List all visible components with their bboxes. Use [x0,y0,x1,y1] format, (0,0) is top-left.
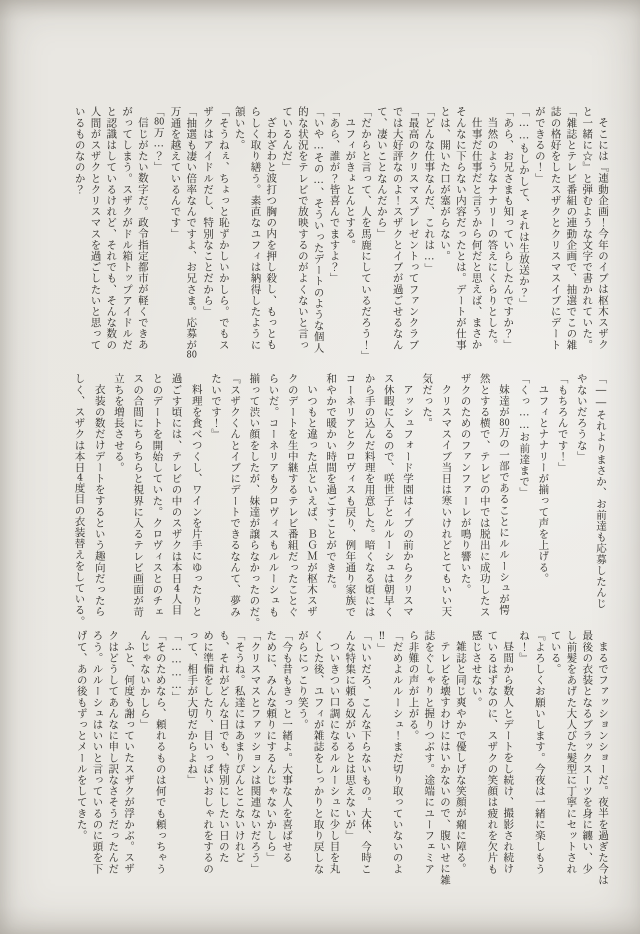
text-column: ているんだ」 [281,106,294,173]
text-column: ろう。ルルーシュはいいと言っているのに頭を下 [91,630,104,875]
text-column: 感じさせない。 [470,630,483,708]
tatechuyoko-number: 80 [153,117,165,127]
text-column: ができるの！」 [533,106,546,184]
text-column: 「そうねぇ、ちょっと恥ずかしいかしら。でもス [217,106,230,351]
text-column: し前髪をあげた大人びた髪型に丁寧にセットされ [565,630,578,875]
text-column: やないだろうな」 [575,373,588,462]
text-column: も、それがどんな日でも、特別にしたい日のた [217,630,230,864]
text-column: んな特集に頼る奴がいるとは思えないが」 [344,630,357,841]
text-column: んじゃないかしら」 [138,630,151,730]
text-column: 「…………」 [170,630,183,703]
text-column: ユフィがきょとんとする。 [344,117,357,251]
text-column: 「――それよりまさか、お前達も応募したんじ [595,373,607,610]
text-column: ふと、何度も謝っていたスザクが浮かぶ。スザ [123,641,136,875]
text-column: ている。 [549,630,562,675]
text-column: では大好評なのよ！スザクとイブが過ごせるなん [391,106,404,351]
text-column: 料理を食べつくし、ワインを片手にゆったりと [190,384,203,618]
text-column: 「だめよルルーシュ！まだ切り取っていないのよ [391,630,404,875]
text-column: クのデートを生中継するテレビ番組だったことぐ [286,373,299,618]
text-column: 「雑誌とテレビ番組の連動企画で、抽選でこの雑 [565,106,578,351]
text-column: ザクはアイドルだし、特別なことだから」 [202,106,215,317]
text-column: から手の込んだ料理を用意した。暗くなる頃には [363,373,376,618]
text-column: 「もちろんです！」 [556,373,569,473]
text-column: とのデートを開始していた。クロヴィスとのチェ [151,373,164,618]
text-column: 「最高のクリスマスプレゼントってファンクラブ [407,106,420,351]
text-column: クはどうしてあんなに申し訳なさそうだったんだ [107,630,120,875]
text-column: 妹達が80万の一部であることにルルーシュが愕 [497,384,510,616]
text-column: 揃って渋い顔をしたが、妹達が譲らなかったのだ。 [248,373,261,629]
text-column: ついきつい口調になるルルーシュに少し目を丸 [328,641,341,875]
text-column: しく、スザクは本日4度目の衣装替えをしている。 [73,373,86,627]
text-column: 「抽選も凄い倍率なんですよ、お兄さま。応募が80 [185,106,198,360]
text-column: めに準備をしたり、目いっぱいおしゃれをするの [202,630,215,875]
text-column: げて、あの後もずっとメールをしてきた。 [75,630,88,841]
text-band-1 [71,106,610,362]
text-column: 「いや…その…、そういったデートのような個人 [312,106,325,354]
text-column: 雑誌と同じ爽やかで優しげな笑顔が癪に障る。 [454,641,467,875]
text-column: らいだ。コーネリアもクロヴィスもルルーシュも [267,373,280,618]
text-column: ているはずなのに、スザクの笑顔は疲れを欠片も [486,630,499,875]
text-column: 万通を越えているんです」 [169,106,182,240]
text-column: 「あら、誰が？皆喜んでますよ？」 [328,106,341,284]
tatechuyoko-number: 80 [499,417,510,427]
text-column: コーネリアとクロヴィスも戻り、例年通り家族で [344,373,357,618]
text-column: って、相手が大切だからよね」 [186,630,199,786]
text-column: テレビを壊すわけにはいかないので、腹いせに雑 [439,641,452,886]
text-column: 立ちを増長させる。 [112,373,125,473]
text-column: と認識はしているけれど、それでも、そんな数の [105,106,118,351]
text-column: 信じがたい数字だ。政令指定都市が軽くできあ [136,117,149,351]
text-column: そこには『連動企画！今年のイブは枢木スザク [597,117,609,351]
text-column: 衣装の数だけデートをするという趣向だったら [93,384,106,618]
text-column: アッシュフォード学園はイブの前からクリスマ [401,384,414,618]
text-column: 「そうね。私達にはあまりぴんとこないけれど [233,630,246,864]
text-column: 「クリスマスとファッションは関連ないだろう」 [249,630,262,875]
text-column: ザクのためのファンファーレが鳴り響いた。 [459,373,472,595]
text-column: 気だった。 [421,373,434,429]
text-column: 「80万…？」 [152,106,165,173]
text-column: 当然のようなナナリーの答えにくらりとした。 [486,117,499,351]
text-band-3 [73,630,610,886]
text-column: クリスマスイブ当日は寒いけれどとてもいい天 [440,384,453,618]
text-band-2 [69,373,610,629]
text-column: いつもと違った点といえば、ＢＧＭが枢木スザ [305,384,318,618]
text-column: 「くっ……お前達まで」 [518,373,531,499]
text-column: がってしまう。スザクがドル箱トップアイドルだ [121,106,134,351]
text-column: ら非難の声が上がる。 [407,630,420,741]
text-column: たいです！』 [209,373,222,440]
text-column: 然とする横で、テレビの中では脱出に成功したス [478,373,491,618]
text-column: ‼」 [375,630,388,654]
text-column: 人間がスザクとクリスマスを過ごしたいと思って [89,106,102,351]
text-column: 「いいだろ、こんな下らないもの。大体、今時こ [360,630,373,875]
text-column: ス休暇に入るので、咲世子とルルーシュは朝早く [382,373,395,618]
text-column: 「あら、お兄さまも知っていらしたんですか？」 [502,106,515,351]
tatechuyoko-number: 80 [186,350,197,360]
text-column: くした後、ユフィが雑誌をしっかりと取り戻しな [312,630,325,875]
text-column: 「……もしかして、それは生放送か？」 [518,106,531,309]
text-column: 「今も昔もきっと一緒よ。大事な人を喜ばせる [281,630,294,864]
text-column: 的な状況をテレビで放映するのがよくないと言っ [296,106,309,351]
text-column: 仕事だ仕事だと言うから何だと思えば、まさか [470,117,483,351]
text-column: とは、開いた口が塞がらない。 [439,106,452,262]
text-column: 「どんな仕事なんだ、これは…」 [423,106,436,274]
text-column: がらにっこり笑う。 [296,630,309,730]
text-column: らしく取り繕う。素直なユフィは納得したように [249,106,262,351]
text-column: ために、みんな頼りにするんじゃないかしら」 [265,630,278,864]
text-column: 過ごす頃には、テレビの中のスザクは本日4人目 [170,373,183,616]
text-column: と一緒に☆』と弾むような文字で書かれていた。 [581,106,594,351]
text-column: 誌の格好をしたスザクとクリスマスイブにデート [549,106,562,351]
text-column: 『スザクくんとイブにデートできるなんて、夢み [229,373,242,618]
text-column: スの合間にちらちらと視界に入るテレビ画面が苛 [132,373,145,618]
text-column: いるものなのか？ [73,106,86,195]
text-column: 昼間から数人とデートをし続け、撮影され続け [502,641,515,875]
text-column: て、凄いことなんだから」 [375,106,388,240]
text-column: 最後の衣装となるブラックスーツを身に纏い、少 [581,630,594,875]
text-column: ユフィとナナリーが揃って声を上げる。 [537,384,550,584]
tatechuyoko-number: 4 [76,472,84,483]
text-column: 頷いた。 [233,106,246,151]
text-column: 和やかで暖かい時間を過ごすことができた。 [325,373,338,595]
text-column: 「そのためなら、頼れるものは何でも頼っちゃう [154,630,167,875]
text-column: そんなに下らない内容だったとは。デートが仕事 [454,106,467,351]
text-column: 誌をぐしゃりと握りつぶす。途端にユーフェミア [423,630,436,875]
text-column: ざわざわと波打つ胸の内を押し殺し、もっとも [265,117,278,351]
text-column: 「だからと言って、人を馬鹿にしているだろう！」 [360,106,373,362]
text-column: 『よろしくお願いします。今夜は一緒に楽しもう [533,630,546,875]
tatechuyoko-number: 4 [174,583,181,594]
text-column: まるでファッションショーだ。夜半を過ぎた今は [597,641,609,886]
text-column: ね！』 [518,630,531,664]
